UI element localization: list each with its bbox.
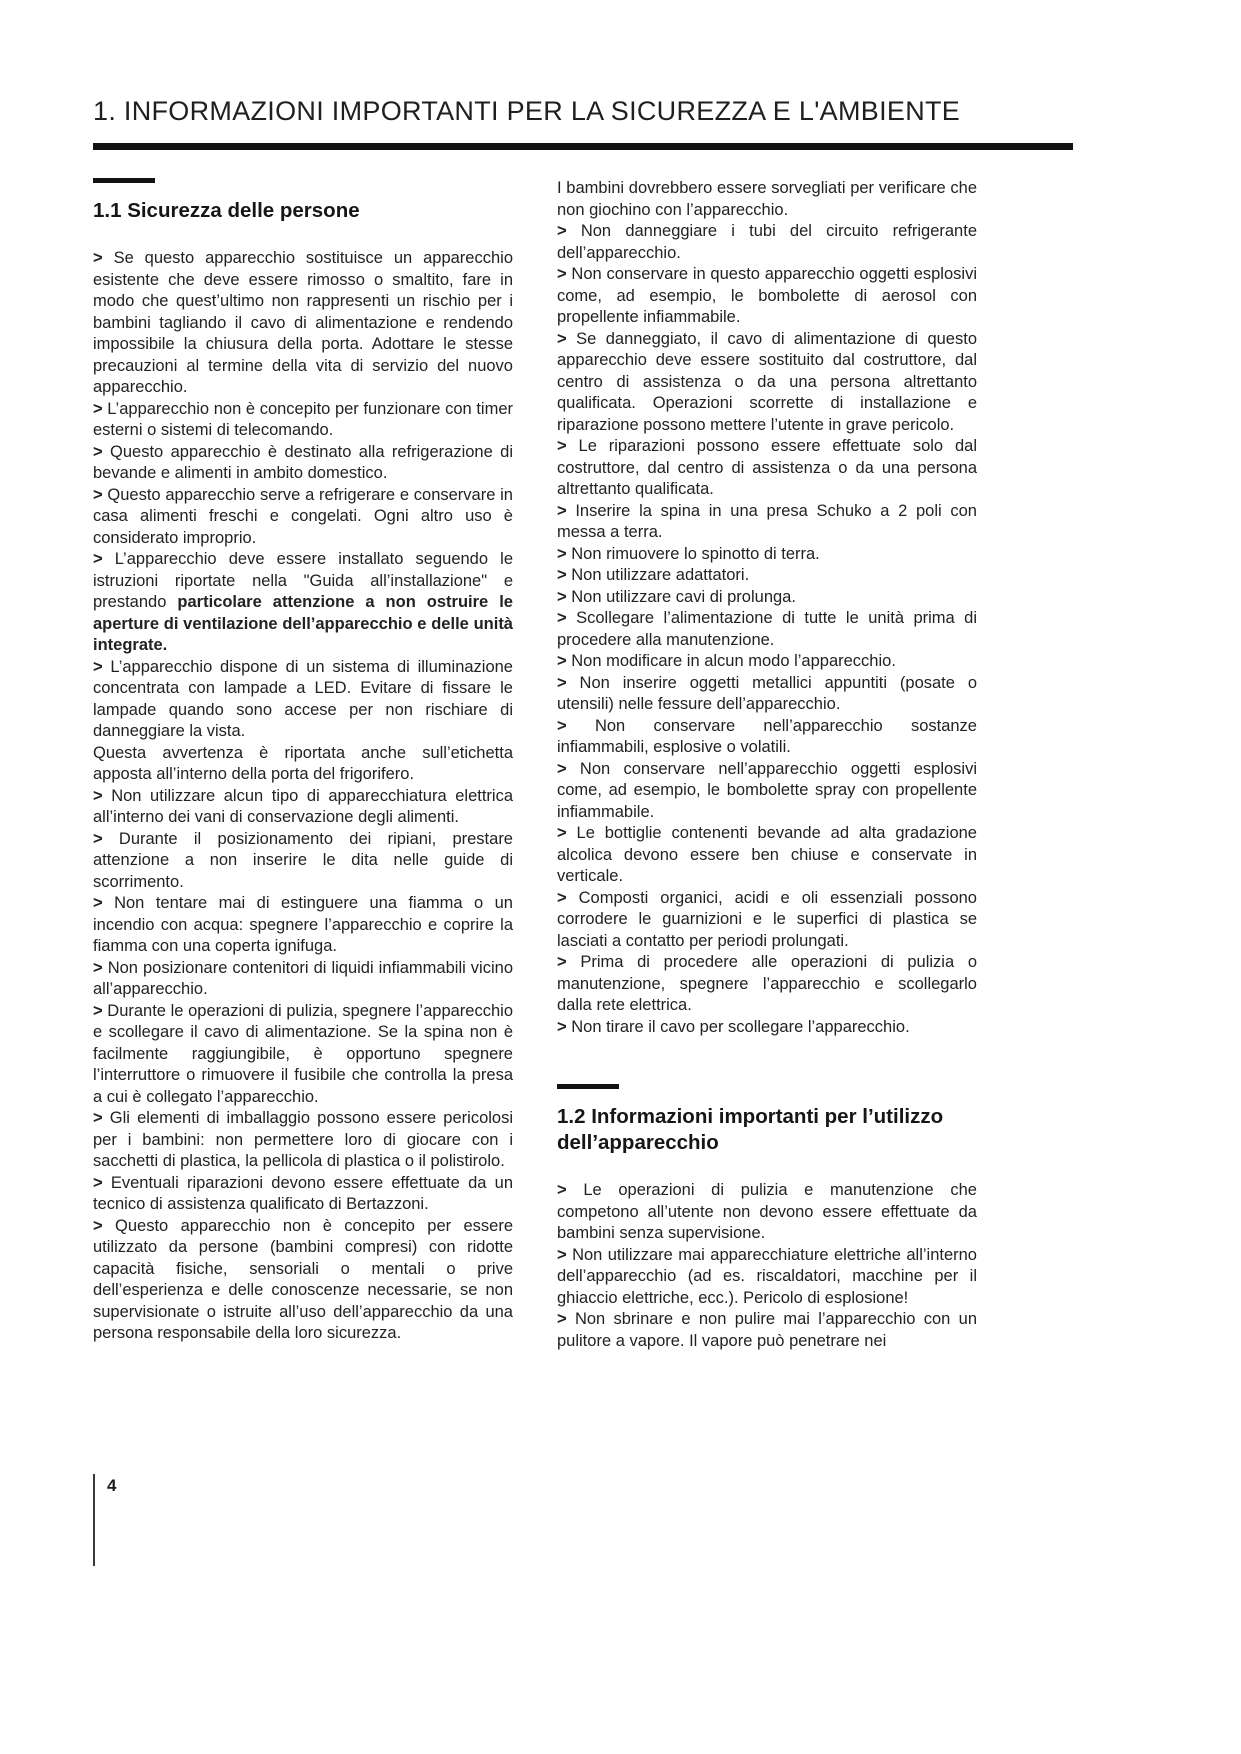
paragraph <box>557 1245 977 1310</box>
paragraph <box>93 958 513 1001</box>
paragraph <box>93 893 513 958</box>
section-heading-1-2: 1.2 Informazioni importanti per l’utilizzo dell’apparecchio <box>557 1105 944 1154</box>
bullet-marker: > <box>557 329 567 348</box>
paragraph <box>93 829 513 894</box>
paragraph <box>557 565 977 587</box>
paragraph <box>557 178 977 221</box>
paragraph <box>93 743 513 786</box>
bullet-marker: > <box>557 544 567 563</box>
bullet-marker: > <box>557 1017 567 1036</box>
right-column <box>557 178 977 1352</box>
body-text: Non inserire oggetti metallici appuntiti (posate o utensili) nelle fessure dell’apparecchio. <box>557 673 977 713</box>
page-footer <box>93 1474 116 1566</box>
bullet-marker: > <box>557 501 567 520</box>
bullet-marker: > <box>557 587 567 606</box>
left-column <box>93 178 513 1345</box>
body-text: Composti organici, acidi e oli essenziali possono corrodere le guarnizioni e le superfici di plastica se lasciati a contatto per periodi prolungati. <box>557 888 977 950</box>
body-text: Le operazioni di pulizia e manutenzione che competono all’utente non devono essere effettuate da bambini senza supervisione. <box>557 1181 977 1242</box>
paragraph <box>93 442 513 485</box>
paragraph <box>557 716 977 759</box>
paragraph <box>557 1180 977 1245</box>
body-text: Non conservare nell’apparecchio oggetti esplosivi come, ad esempio, le bombolette spray con propellente infiammabile. <box>557 759 977 821</box>
body-text: L’apparecchio dispone di un sistema di illuminazione concentrata con lampade a LED. Evitare di fissare le lampade quando sono accese per non rischiare di danneggiare la vista. <box>93 657 513 740</box>
bullet-marker: > <box>557 222 567 240</box>
paragraph <box>557 888 977 953</box>
bullet-marker: > <box>557 953 567 971</box>
body-text: L’apparecchio non è concepito per funzionare con timer esterni o sistemi di telecomando. <box>93 399 513 439</box>
body-text: L’apparecchio deve essere installato seguendo le istruzioni riportate nella "Guida all’installazione" e prestando <box>93 550 513 611</box>
title-divider <box>93 143 1073 150</box>
page-title: 1. INFORMAZIONI IMPORTANTI PER LA SICUREZZA E L'AMBIENTE <box>93 96 961 126</box>
paragraph <box>93 657 513 743</box>
paragraph <box>557 501 977 544</box>
body-text: I bambini dovrebbero essere sorvegliati per verificare che non giochino con l’apparecchio. <box>557 179 977 219</box>
body-text: Non utilizzare alcun tipo di apparecchiatura elettrica all’interno dei vani di conservazione degli alimenti. <box>93 786 513 826</box>
body-text: Non posizionare contenitori di liquidi infiammabili vicino all’apparecchio. <box>93 958 513 998</box>
body-text: Non tentare mai di estinguere una fiamma o un incendio con acqua: spegnere l’apparecchio e coprire la fiamma con una coperta ignifuga. <box>93 894 513 955</box>
body-text: Non utilizzare mai apparecchiature elettriche all’interno dell’apparecchio (ad es. riscaldatori, macchine per il ghiaccio elettriche, ecc.). Pericolo di esplosione! <box>557 1245 977 1307</box>
paragraph <box>557 1309 977 1352</box>
body-text: Non utilizzare adattatori. <box>571 566 750 584</box>
bullet-marker: > <box>557 673 567 692</box>
paragraph <box>557 436 977 501</box>
paragraph <box>93 1108 513 1173</box>
bullet-marker: > <box>557 265 567 283</box>
bullet-marker: > <box>93 485 103 504</box>
paragraph <box>557 952 977 1017</box>
bullet-marker: > <box>557 437 567 455</box>
bullet-marker: > <box>93 1001 103 1020</box>
bullet-marker: > <box>93 829 103 848</box>
bullet-marker: > <box>557 716 567 735</box>
body-text: Eventuali riparazioni devono essere effettuate da un tecnico di assistenza qualificato di Bertazzoni. <box>93 1173 513 1213</box>
body-text: Non tirare il cavo per scollegare l’apparecchio. <box>571 1017 910 1036</box>
bullet-marker: > <box>93 657 103 676</box>
paragraph <box>557 221 977 264</box>
bullet-marker: > <box>557 609 567 627</box>
bullet-marker: > <box>557 888 567 907</box>
section-1-2 <box>557 1084 977 1352</box>
body-text: Gli elementi di imballaggio possono essere pericolosi per i bambini: non permettere loro di giocare con i sacchetti di plastica, la pellicola di plastica o il polistirolo. <box>93 1109 514 1170</box>
body-text: Non sbrinare e non pulire mai l’apparecchio con un pulitore a vapore. Il vapore può penetrare nei <box>557 1310 977 1350</box>
body-text: Inserire la spina in una presa Schuko a 2 poli con messa a terra. <box>557 501 977 541</box>
body-text: Non conservare in questo apparecchio oggetti esplosivi come, ad esempio, le bombolette di aerosol con propellente infiammabile. <box>557 265 977 326</box>
bullet-marker: > <box>557 824 567 842</box>
body-text: Se questo apparecchio sostituisce un apparecchio esistente che deve essere rimosso o smaltito, fare in modo che quest’ultimo non rappresenti un rischio per i bambini tagliando il cavo di alimentazione e rendendo impossibile la chiusura della porta. Adottare le stesse precauzioni al termine della vita di servizio del nuovo apparecchio. <box>93 249 513 396</box>
paragraph <box>93 786 513 829</box>
bullet-marker: > <box>557 1181 567 1199</box>
two-column-layout <box>93 178 1073 1352</box>
body-text: Questo apparecchio non è concepito per essere utilizzato da persone (bambini compresi) con ridotte capacità fisiche, sensoriali o mentali o prive dell’esperienza e delle conoscenze necessarie, se non supervisionate o istruite all’uso dell’apparecchio da una persona responsabile della loro sicurezza. <box>93 1216 513 1342</box>
bullet-marker: > <box>93 1173 103 1192</box>
body-text: Le bottiglie contenenti bevande ad alta gradazione alcolica devono essere ben chiuse e conservate in verticale. <box>557 824 977 885</box>
body-text: Questo apparecchio serve a refrigerare e conservare in casa alimenti freschi e congelati. Ogni altro uso è considerato improprio. <box>93 485 513 547</box>
paragraph <box>93 1001 513 1109</box>
paragraph <box>557 673 977 716</box>
body-text: Durante le operazioni di pulizia, spegnere l’apparecchio e scollegare il cavo di alimentazione. Se la spina non è facilmente raggiungibile, è opportuno spegnere l’interruttore o rimuovere il fusibile che controlla la presa a cui è collegato l’apparecchio. <box>93 1001 513 1106</box>
bullet-marker: > <box>557 1310 567 1328</box>
section-heading-1-1: 1.1 Sicurezza delle persone <box>93 199 360 222</box>
bullet-marker: > <box>93 786 103 805</box>
paragraph <box>557 587 977 609</box>
bold-text: particolare attenzione a non ostruire le aperture di ventilazione dell’apparecchio e delle unità integrate. <box>93 593 513 654</box>
section-1-2-body <box>557 1180 977 1352</box>
body-text: Non rimuovere lo spinotto di terra. <box>571 544 820 563</box>
page-content <box>93 96 1073 1352</box>
body-text: Scollegare l’alimentazione di tutte le unità prima di procedere alla manutenzione. <box>557 609 977 649</box>
body-text: Questo apparecchio è destinato alla refrigerazione di bevande e alimenti in ambito domestico. <box>93 442 513 482</box>
body-text: Non conservare nell’apparecchio sostanze infiammabili, esplosive o volatili. <box>557 716 977 756</box>
bullet-marker: > <box>557 759 567 778</box>
paragraph <box>93 248 513 399</box>
body-text: Non danneggiare i tubi del circuito refrigerante dell’apparecchio. <box>557 222 977 262</box>
body-text: Non modificare in alcun modo l’apparecchio. <box>571 652 896 670</box>
paragraph <box>93 1216 513 1345</box>
section-1-1-body-right <box>557 178 977 1038</box>
body-text: Se danneggiato, il cavo di alimentazione di questo apparecchio deve essere sostituito dal costruttore, dal centro di assistenza o da una persona altrettanto qualificata. Operazioni scorrette di installazione e riparazione possono mettere l’utente in grave pericolo. <box>557 329 977 434</box>
bullet-marker: > <box>557 652 567 670</box>
paragraph <box>557 759 977 824</box>
paragraph <box>557 544 977 566</box>
section-1-2-divider <box>557 1084 619 1089</box>
bullet-marker: > <box>93 958 103 977</box>
body-text: Prima di procedere alle operazioni di pulizia o manutenzione, spegnere l’apparecchio e scollegarlo dalla rete elettrica. <box>557 953 978 1014</box>
bullet-marker: > <box>93 249 103 267</box>
bullet-marker: > <box>557 566 567 584</box>
body-text: Le riparazioni possono essere effettuate solo dal costruttore, dal centro di assistenza o da una persona altrettanto qualificata. <box>557 437 977 498</box>
paragraph <box>557 264 977 329</box>
bullet-marker: > <box>557 1245 567 1264</box>
section-1-1-divider <box>93 178 155 183</box>
section-1-1-body-left <box>93 248 513 1345</box>
body-text: Questa avvertenza è riportata anche sull’etichetta apposta all’interno della porta del frigorifero. <box>93 743 513 783</box>
paragraph <box>557 651 977 673</box>
bullet-marker: > <box>93 1109 103 1127</box>
bullet-marker: > <box>93 1216 103 1235</box>
paragraph <box>93 399 513 442</box>
paragraph <box>557 823 977 888</box>
bullet-marker: > <box>93 894 103 912</box>
bullet-marker: > <box>93 399 103 418</box>
page-number: 4 <box>107 1476 117 1495</box>
paragraph <box>93 1173 513 1216</box>
bullet-marker: > <box>93 442 103 461</box>
body-text: Durante il posizionamento dei ripiani, prestare attenzione a non inserire le dita nelle guide di scorrimento. <box>93 829 513 891</box>
paragraph <box>93 549 513 657</box>
body-text: Non utilizzare cavi di prolunga. <box>571 587 796 606</box>
bullet-marker: > <box>93 550 103 568</box>
paragraph <box>557 329 977 437</box>
paragraph <box>557 1017 977 1039</box>
paragraph <box>557 608 977 651</box>
paragraph <box>93 485 513 550</box>
